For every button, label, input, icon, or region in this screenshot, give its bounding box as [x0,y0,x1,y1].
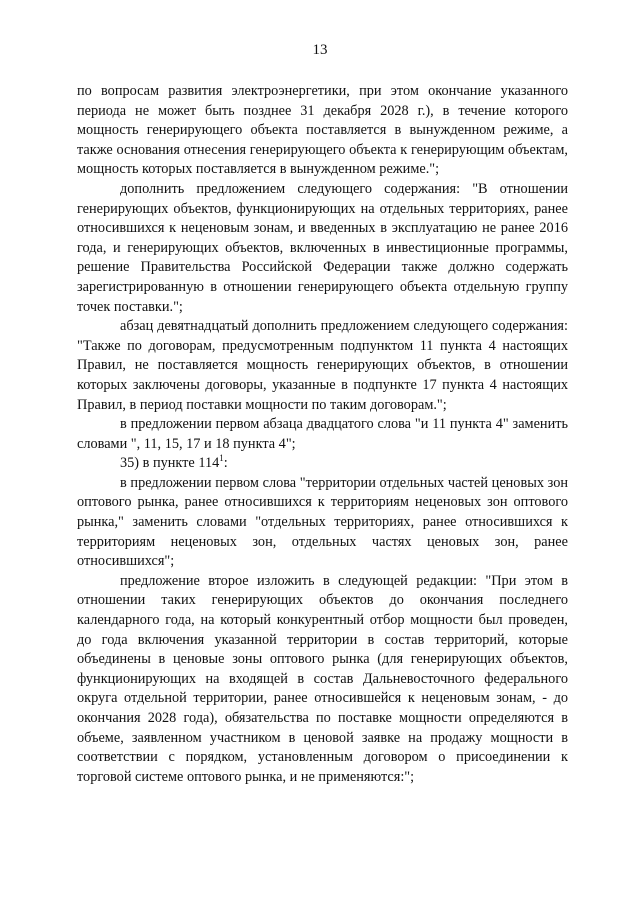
item-heading-text: 35) в пункте 114 [120,455,220,472]
item-heading [77,454,568,474]
paragraph: дополнить предложением следующего содержания: "В отношении генерирующих объектов, функционирующих на отдельных территориях, ранее относившихся к неценовым зонам, и введенных в эксплуатацию не ранее 2016 года, и генерирующих объектов, включенных в инвестиционные программы, решение Правительства Российской Федерации также должно содержать зарегистрированную в отношении генерирующего объекта отдельную группу точек поставки."; [77,180,568,315]
page-number: 13 [312,42,328,58]
paragraph: по вопросам развития электроэнергетики, при этом окончание указанного периода не может быть позднее 31 декабря 2028 г.), в течение которого мощность генерирующего объекта поставляется в вынужденном режиме, а также основания отнесения генерирующего объекта к генерирующим объектам, мощность которых поставляется в вынужденном режиме."; [77,83,568,178]
paragraph: предложение второе изложить в следующей редакции: "При этом в отношении таких генерирующих объектов до окончания последнего календарного года, на который конкурентный отбор мощности был проведен, до года включения указанной территории в состав территорий, которые объединены в ценовые зоны оптового рынка (для генерирующих объектов, функционирующих на входящей в состав Дальневосточного федерального округа отдельной территории, ранее относившейся к неценовым зонам, - до окончания 2028 года), обязательства по поставке мощности определяются в объеме, заявленном участником в ценовой заявке на продажу мощности в соответствии с порядком, установленным договором о присоединении к торговой системе оптового рынка, и не применяются:"; [77,572,568,785]
item-heading-superscript: 1 [219,453,224,464]
paragraph: в предложении первом абзаца двадцатого слова "и 11 пункта 4" заменить словами ", 11, 15, 17 и 18 пункта 4"; [77,416,568,452]
item-heading-suffix: : [223,455,228,472]
document-body [77,82,568,787]
paragraph: абзац девятнадцатый дополнить предложением следующего содержания: "Также по договорам, предусмотренным подпунктом 11 пункта 4 настоящих Правил, не поставляется мощность генерирующих объектов, в отношении которых заключены договоры, указанные в подпункте 17 пункта 4 настоящих Правил, в период поставки мощности по таким договорам."; [77,318,568,413]
paragraph: в предложении первом слова "территории отдельных частей ценовых зон оптового рынка, ранее относившихся к территориям неценовых зон оптового рынка," заменить словами "отдельных территориях, ранее относившихся к территориям неценовых зон, отдельных частях ценовых зон, ранее относившихся"; [77,474,568,570]
